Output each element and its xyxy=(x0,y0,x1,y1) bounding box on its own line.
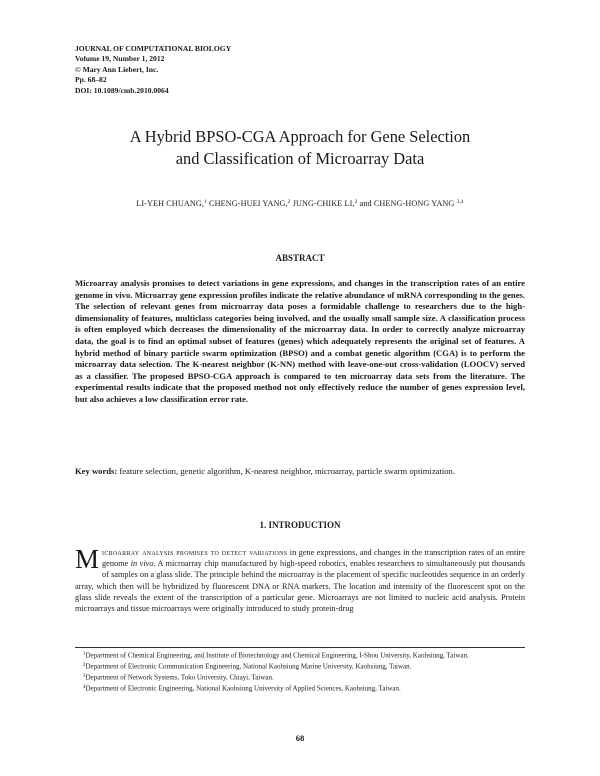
author-name: CHENG-HUEI YANG, xyxy=(209,199,288,208)
footnote xyxy=(75,661,525,672)
paper-title xyxy=(60,126,540,170)
page-number: 68 xyxy=(295,733,305,743)
drop-cap: M xyxy=(75,544,100,574)
intro-italic: in vivo. xyxy=(130,559,156,569)
author-affiliation-mark: 2 xyxy=(287,199,291,205)
introduction-paragraph xyxy=(75,544,526,614)
footnote-divider xyxy=(75,647,525,648)
footnote-text: Department of Chemical Engineering, and Institute of Biotechnology and Chemical Engineering, I-Shou University, Kaohsiung, Taiwan. xyxy=(85,651,469,660)
keywords-text: feature selection, genetic algorithm, K-nearest neighbor, microarray, particle swarm optimization. xyxy=(119,466,455,476)
intro-text-2: A microarray chip manufactured by high-speed robotics, enables researchers to simultaneously put thousands of samples on a glass slide. The principle behind the microarray is the placement of specific nucleotides sequence in an orderly array, which then will be hybridized by fluorescent DNA or RNA markers. The location and intensity of the fluorescent spot on the glass slide reveals the extent of the transcription of a particular gene. Microarrays are not limited to nucleic acid analysis. Protein microarrays and tissue microarrays were originally introduced to study protein-drug xyxy=(75,559,526,614)
journal-header xyxy=(75,44,231,96)
footnote-number: 1 xyxy=(83,652,86,657)
author-name: JUNG-CHIKE LI, xyxy=(292,199,355,208)
journal-copyright: © Mary Ann Liebert, Inc. xyxy=(75,64,159,74)
abstract-heading: ABSTRACT xyxy=(275,253,325,263)
keywords-label: Key words: xyxy=(75,466,118,476)
intro-smallcaps: icroarray analysis promises to detect variations xyxy=(102,548,288,557)
title-line-2: and Classification of Microarray Data xyxy=(175,149,425,168)
journal-name: JOURNAL OF COMPUTATIONAL BIOLOGY xyxy=(75,44,232,53)
journal-doi: DOI: 10.1089/cmb.2010.0064 xyxy=(75,85,169,95)
footnote-number: 2 xyxy=(83,663,86,669)
footnote-text: Department of Electronic Communication Engineering, National Kaohsiung Marine University, Kaohsiung, Taiwan. xyxy=(85,662,412,671)
author-name: and CHENG-HONG YANG xyxy=(359,199,455,208)
keywords xyxy=(75,466,525,478)
footnote-number: 3 xyxy=(83,674,86,680)
author-affiliation-mark: 2 xyxy=(354,199,358,205)
author-affiliation-mark: 3,4 xyxy=(456,199,464,205)
author-affiliation-mark: 1 xyxy=(204,199,207,205)
author-name: LI-YEH CHUANG, xyxy=(136,199,205,208)
footnote xyxy=(75,683,525,694)
footnote xyxy=(75,650,525,661)
footnote-number: 4 xyxy=(83,685,86,691)
section-heading-introduction: 1. INTRODUCTION xyxy=(259,520,341,530)
abstract-text: Microarray analysis promises to detect variations in gene expressions, and changes in the transcription rates of an entire genome in vivo. Microarray gene expression profiles indicate the relative abundance of mRNA corresponding to the genes. The selection of relevant genes from microarray data poses a formidable challenge to researchers due to the high-dimensionality of features, multiclass categories being involved, and the usually small sample size. A classification process is often employed which decreases the dimensionality of the microarray data. In order to correctly analyze microarray data, the goal is to find an optimal subset of features (genes) which adequately represents the original set of features. A hybrid method of binary particle swarm optimization (BPSO) and a combat genetic algorithm (CGA) is to perform the microarray data selection. The K-nearest neighbor (K-NN) method with leave-one-out cross-validation (LOOCV) served as a classifier. The proposed BPSO-CGA approach is compared to ten microarray data sets from the literature. The experimental results indicate that the proposed method not only effectively reduce the number of genes expression level, but also achieves a low classification error rate. xyxy=(75,278,525,404)
author-list xyxy=(40,199,560,208)
footnote xyxy=(75,672,525,683)
footnote-text: Department of Electronic Engineering, National Kaohsiung University of Applied Sciences, Kaohsiung, Taiwan. xyxy=(85,684,401,693)
journal-pages: Pp. 68–82 xyxy=(75,75,107,85)
footnote-text: Department of Network Systems, Toko University, Chiayi, Taiwan. xyxy=(85,673,274,682)
intro-text-1: in gene expressions, and changes in the transcription rates of an entire genome xyxy=(102,548,525,569)
title-line-1: A Hybrid BPSO-CGA Approach for Gene Selection xyxy=(129,127,471,146)
footnotes xyxy=(75,650,525,694)
journal-volume: Volume 19, Number 1, 2012 xyxy=(75,54,165,64)
